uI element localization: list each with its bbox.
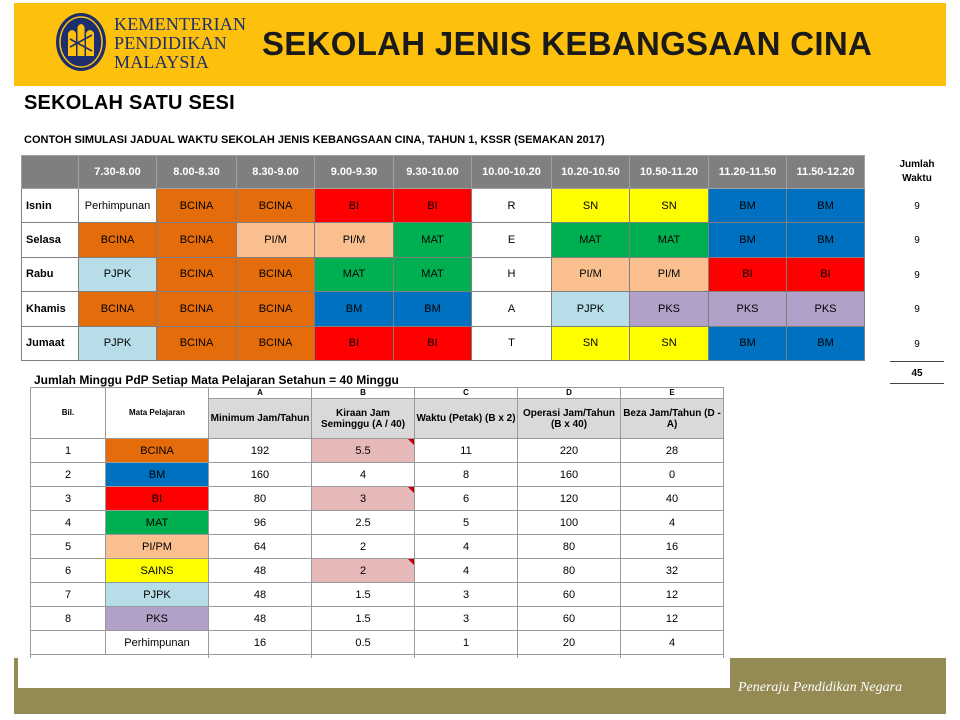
period-header: 10.00-10.20 <box>472 156 552 189</box>
timetable-cell: BM <box>787 223 865 257</box>
column-letter: C <box>415 388 518 399</box>
value-e: 16 <box>621 535 724 559</box>
value-e: 12 <box>621 583 724 607</box>
timetable-cell: BM <box>787 326 865 360</box>
row-number <box>31 631 106 655</box>
row-number: 8 <box>31 607 106 631</box>
timetable-cell: SN <box>552 326 630 360</box>
page-title: SEKOLAH JENIS KEBANGSAAN CINA <box>262 25 873 62</box>
subject-name: SAINS <box>106 559 209 583</box>
subject-name: BI <box>106 487 209 511</box>
row-number: 1 <box>31 439 106 463</box>
subject-row <box>31 487 724 511</box>
subject-row <box>31 439 724 463</box>
timetable-cell: BM <box>709 326 787 360</box>
subject-row <box>31 583 724 607</box>
timetable-cell: BM <box>787 189 865 223</box>
value-a: 160 <box>209 463 312 487</box>
weekly-hours-header: Kiraan Jam Seminggu (A / 40) <box>312 399 415 439</box>
subject-name: PJPK <box>106 583 209 607</box>
value-b: 2.5 <box>312 511 415 535</box>
timetable-cell: BCINA <box>79 292 157 326</box>
timetable-cell: H <box>472 257 552 291</box>
period-header: 11.50-12.20 <box>787 156 865 189</box>
value-c: 3 <box>415 607 518 631</box>
value-a: 48 <box>209 607 312 631</box>
row-number: 5 <box>31 535 106 559</box>
timetable <box>21 155 865 361</box>
column-letter-row <box>31 388 724 399</box>
value-b: 1.5 <box>312 607 415 631</box>
value-b: 1.5 <box>312 583 415 607</box>
timetable-cell: BCINA <box>237 292 315 326</box>
timetable-row <box>22 189 865 223</box>
subject-name: BCINA <box>106 439 209 463</box>
subject-hours-table <box>30 387 724 679</box>
timetable-row <box>22 292 865 326</box>
row-number: 3 <box>31 487 106 511</box>
day-label: Jumaat <box>22 326 79 360</box>
value-e: 4 <box>621 511 724 535</box>
column-letter: D <box>518 388 621 399</box>
timetable-cell: MAT <box>394 257 472 291</box>
timetable-row <box>22 257 865 291</box>
timetable-cell: BCINA <box>157 189 237 223</box>
column-letter: B <box>312 388 415 399</box>
timetable-cell: BI <box>315 189 394 223</box>
ministry-logo-icon <box>54 11 108 73</box>
day-label: Selasa <box>22 223 79 257</box>
value-c: 6 <box>415 487 518 511</box>
ministry-line-1: KEMENTERIAN <box>114 14 247 34</box>
subject-table-caption: Jumlah Minggu PdP Setiap Mata Pelajaran Setahun = 40 Minggu <box>34 373 399 387</box>
period-header: 9.30-10.00 <box>394 156 472 189</box>
value-e: 0 <box>621 463 724 487</box>
value-d: 220 <box>518 439 621 463</box>
timetable-cell: Perhimpunan <box>79 189 157 223</box>
hour-difference-header: Beza Jam/Tahun (D - A) <box>621 399 724 439</box>
timetable-cell: SN <box>552 189 630 223</box>
period-header: 10.20-10.50 <box>552 156 630 189</box>
value-b: 3 <box>312 487 415 511</box>
value-e: 28 <box>621 439 724 463</box>
column-letter: A <box>209 388 312 399</box>
column-letter: E <box>621 388 724 399</box>
timetable-cell: PI/M <box>237 223 315 257</box>
period-header: 10.50-11.20 <box>630 156 709 189</box>
timetable-row <box>22 326 865 360</box>
value-a: 96 <box>209 511 312 535</box>
value-d: 160 <box>518 463 621 487</box>
period-header: 9.00-9.30 <box>315 156 394 189</box>
subject-name: PI/PM <box>106 535 209 559</box>
subject-name: PKS <box>106 607 209 631</box>
timetable-cell: BM <box>709 189 787 223</box>
timetable-cell: BM <box>394 292 472 326</box>
timetable-corner <box>22 156 79 189</box>
row-number: 2 <box>31 463 106 487</box>
timetable-cell: MAT <box>630 223 709 257</box>
subject-row <box>31 559 724 583</box>
timetable-cell: MAT <box>315 257 394 291</box>
value-a: 192 <box>209 439 312 463</box>
timetable-cell: BCINA <box>157 257 237 291</box>
value-d: 20 <box>518 631 621 655</box>
value-c: 1 <box>415 631 518 655</box>
day-label: Khamis <box>22 292 79 326</box>
value-c: 8 <box>415 463 518 487</box>
timetable-cell: BCINA <box>157 326 237 360</box>
timetable-cell: E <box>472 223 552 257</box>
timetable-cell: PI/M <box>315 223 394 257</box>
subject-row <box>31 463 724 487</box>
footer-overlay <box>18 658 730 688</box>
value-c: 11 <box>415 439 518 463</box>
value-b: 5.5 <box>312 439 415 463</box>
timetable-cell: BI <box>394 189 472 223</box>
value-a: 48 <box>209 559 312 583</box>
timetable-cell: MAT <box>552 223 630 257</box>
timetable-cell: BCINA <box>237 326 315 360</box>
subject-name: MAT <box>106 511 209 535</box>
timetable-caption: CONTOH SIMULASI JADUAL WAKTU SEKOLAH JENIS KEBANGSAAN CINA, TAHUN 1, KSSR (SEMAKAN 2017) <box>24 134 605 146</box>
timetable-cell: PI/M <box>630 257 709 291</box>
value-a: 64 <box>209 535 312 559</box>
footer-tagline: Peneraju Pendidikan Negara <box>738 680 903 695</box>
bil-header: Bil. <box>31 388 106 439</box>
timetable-cell: PJPK <box>552 292 630 326</box>
value-d: 100 <box>518 511 621 535</box>
period-header: 8.30-9.00 <box>237 156 315 189</box>
header-band <box>14 3 946 86</box>
value-b: 2 <box>312 535 415 559</box>
period-header: 8.00-8.30 <box>157 156 237 189</box>
timetable-header-row <box>22 156 865 189</box>
timetable-cell: T <box>472 326 552 360</box>
timetable-cell: BCINA <box>157 292 237 326</box>
value-a: 48 <box>209 583 312 607</box>
day-label: Rabu <box>22 257 79 291</box>
day-label: Isnin <box>22 189 79 223</box>
subject-name: BM <box>106 463 209 487</box>
timetable-cell: PI/M <box>552 257 630 291</box>
value-a: 16 <box>209 631 312 655</box>
row-number: 7 <box>31 583 106 607</box>
timetable-cell: BM <box>709 223 787 257</box>
timetable-row <box>22 223 865 257</box>
timetable-cell: BI <box>787 257 865 291</box>
subject-row <box>31 511 724 535</box>
value-d: 60 <box>518 583 621 607</box>
value-e: 4 <box>621 631 724 655</box>
subject-row <box>31 535 724 559</box>
timetable-cell: SN <box>630 189 709 223</box>
value-d: 80 <box>518 559 621 583</box>
value-c: 3 <box>415 583 518 607</box>
value-d: 80 <box>518 535 621 559</box>
subject-header: Mata Pelajaran <box>106 388 209 439</box>
grand-total: 45 <box>890 364 944 384</box>
timetable-cell: BCINA <box>237 257 315 291</box>
value-d: 120 <box>518 487 621 511</box>
ministry-line-2: PENDIDIKAN <box>114 33 227 53</box>
day-total: 9 <box>890 328 944 362</box>
timetable-cell: PJPK <box>79 326 157 360</box>
period-header: 7.30-8.00 <box>79 156 157 189</box>
total-periods-header: Jumlah Waktu <box>899 159 935 184</box>
timetable-cell: PJPK <box>79 257 157 291</box>
timetable-cell: PKS <box>709 292 787 326</box>
timetable-cell: PKS <box>630 292 709 326</box>
operational-hours-header: Operasi Jam/Tahun (B x 40) <box>518 399 621 439</box>
timetable-cell: BCINA <box>157 223 237 257</box>
row-number: 6 <box>31 559 106 583</box>
timetable-cell: PKS <box>787 292 865 326</box>
min-hours-header: Minimum Jam/Tahun <box>209 399 312 439</box>
day-total: 9 <box>914 235 920 247</box>
day-total: 9 <box>914 269 920 281</box>
ministry-line-3: MALAYSIA <box>114 52 209 72</box>
timetable-cell: A <box>472 292 552 326</box>
value-c: 4 <box>415 535 518 559</box>
periods-header: Waktu (Petak) (B x 2) <box>415 399 518 439</box>
day-total: 9 <box>914 304 920 316</box>
total-periods-column <box>890 190 944 362</box>
value-b: 0.5 <box>312 631 415 655</box>
subject-row <box>31 631 724 655</box>
value-b: 2 <box>312 559 415 583</box>
timetable-cell: R <box>472 189 552 223</box>
timetable-cell: BI <box>315 326 394 360</box>
subject-row <box>31 607 724 631</box>
value-c: 4 <box>415 559 518 583</box>
timetable-cell: BI <box>394 326 472 360</box>
day-total: 9 <box>914 201 920 212</box>
value-e: 40 <box>621 487 724 511</box>
row-number: 4 <box>31 511 106 535</box>
value-a: 80 <box>209 487 312 511</box>
timetable-cell: BCINA <box>237 189 315 223</box>
value-e: 32 <box>621 559 724 583</box>
timetable-cell: BCINA <box>79 223 157 257</box>
subject-name: Perhimpunan <box>106 631 209 655</box>
value-b: 4 <box>312 463 415 487</box>
value-e: 12 <box>621 607 724 631</box>
timetable-cell: SN <box>630 326 709 360</box>
value-c: 5 <box>415 511 518 535</box>
timetable-cell: BI <box>709 257 787 291</box>
timetable-cell: MAT <box>394 223 472 257</box>
timetable-cell: BM <box>315 292 394 326</box>
ministry-name <box>114 15 254 72</box>
value-d: 60 <box>518 607 621 631</box>
session-title: SEKOLAH SATU SESI <box>24 92 235 114</box>
period-header: 11.20-11.50 <box>709 156 787 189</box>
